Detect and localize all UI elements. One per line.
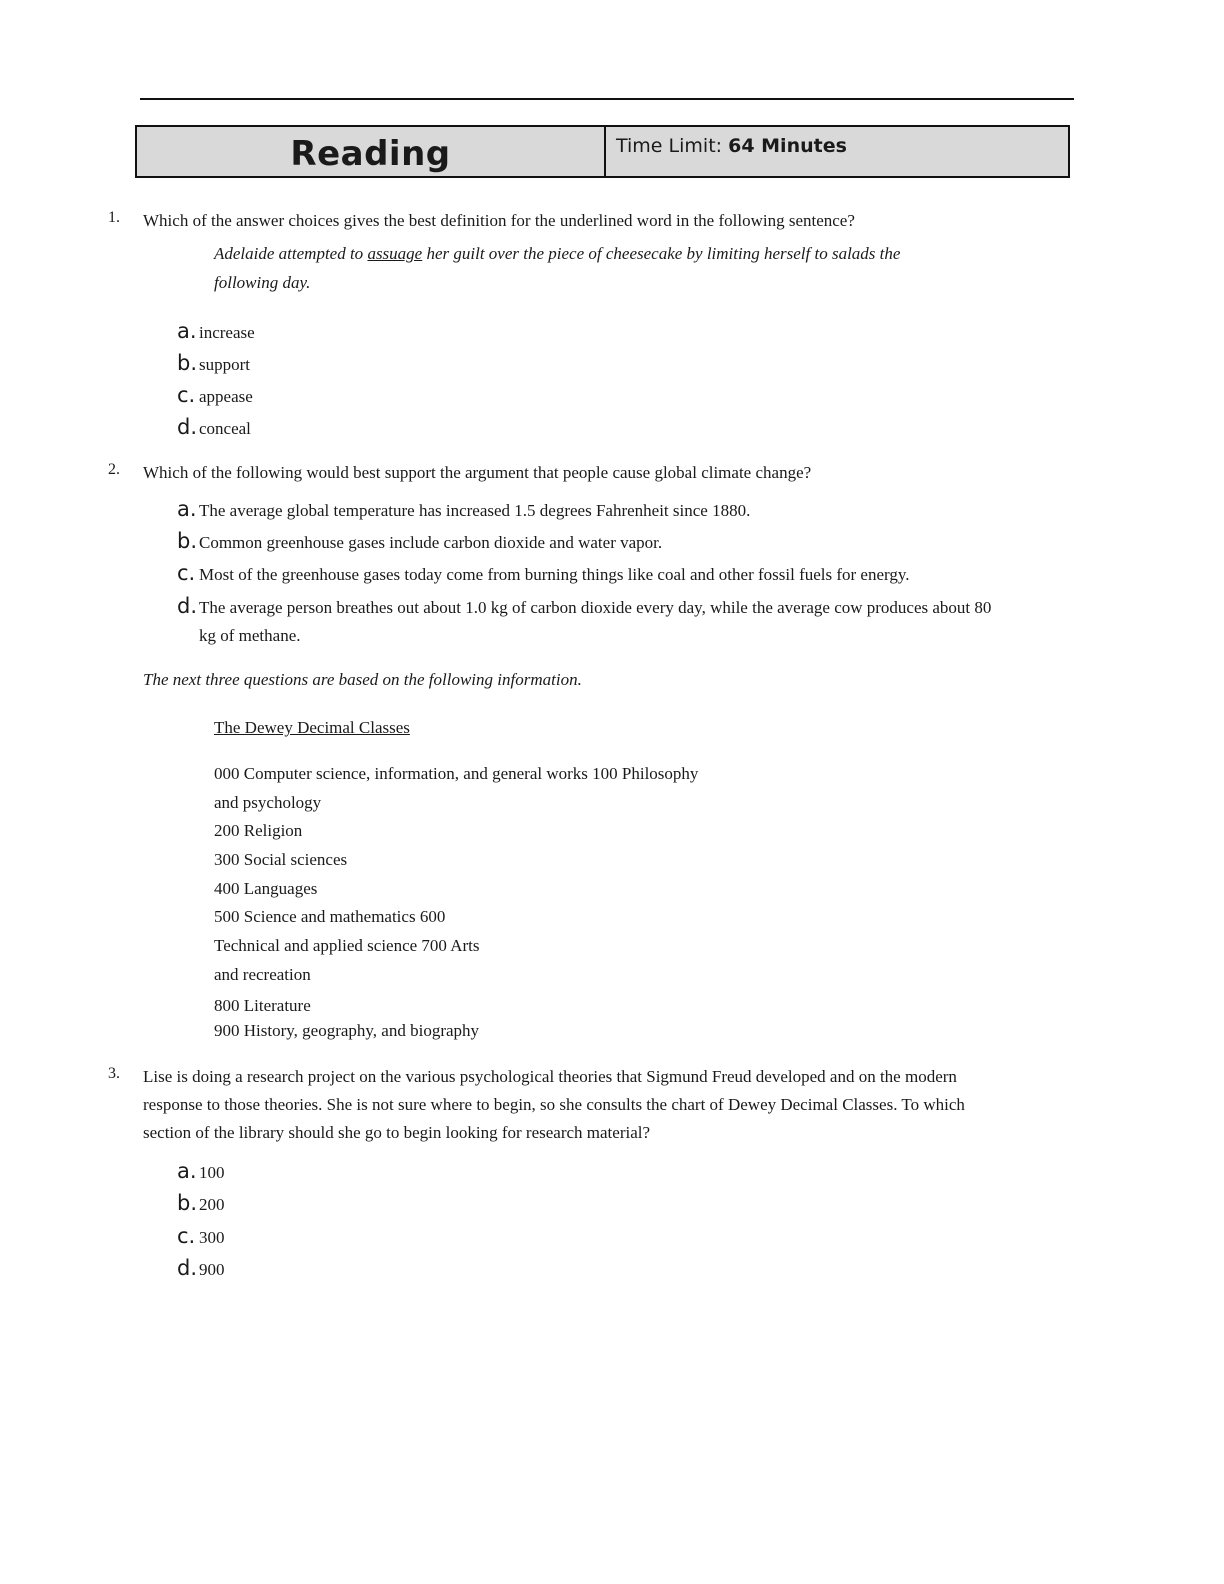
choice-letter: a. — [177, 319, 197, 343]
choice-letter: d. — [177, 1256, 198, 1280]
question-text: Which of the answer choices gives the best definition for the underlined word in the following sentence? — [143, 211, 855, 230]
answer-choice[interactable] — [177, 1222, 225, 1252]
dewey-line: Technical and applied science 700 Arts — [214, 936, 480, 955]
choice-text-continued: kg of methane. — [199, 626, 301, 645]
section-title-cell — [137, 127, 606, 176]
dewey-line: 300 Social sciences — [214, 850, 348, 869]
time-limit-cell — [606, 127, 1068, 176]
answer-choice[interactable] — [177, 1157, 225, 1187]
answer-choice[interactable] — [177, 592, 1057, 650]
dewey-line: 400 Languages — [214, 879, 318, 898]
choice-letter: b. — [177, 351, 198, 375]
dewey-title: The Dewey Decimal Classes — [214, 718, 410, 737]
choice-letter: c. — [177, 561, 196, 585]
choice-text: The average global temperature has increased 1.5 degrees Fahrenheit since 1880. — [199, 501, 751, 520]
dewey-line: 200 Religion — [214, 821, 303, 840]
answer-choice[interactable] — [177, 559, 910, 589]
dewey-line: 800 Literature — [214, 996, 311, 1015]
question-number: 1. — [108, 209, 120, 226]
quoted-sentence-line2: following day. — [214, 273, 311, 292]
answer-choice[interactable] — [177, 1254, 225, 1284]
sentence-part: her guilt over the piece of cheesecake by limiting herself to salads the — [422, 244, 901, 263]
answer-choice[interactable] — [177, 1189, 225, 1219]
question-text-line: response to those theories. She is not sure where to begin, so she consults the chart of Dewey Decimal Classes. To which — [143, 1095, 965, 1114]
answer-choice[interactable] — [177, 527, 662, 557]
choice-text: increase — [199, 323, 255, 342]
quoted-sentence — [214, 240, 954, 268]
choice-letter: b. — [177, 529, 198, 553]
choice-text: conceal — [199, 419, 251, 438]
answer-choice[interactable] — [177, 413, 251, 443]
choice-letter: d. — [177, 415, 198, 439]
choice-letter: a. — [177, 1159, 197, 1183]
question-text: Which of the following would best support the argument that people cause global climate change? — [143, 463, 812, 482]
question-number: 2. — [108, 461, 120, 478]
choice-letter: a. — [177, 497, 197, 521]
question-number: 3. — [108, 1065, 120, 1082]
dewey-line: and psychology — [214, 793, 322, 812]
top-rule — [140, 98, 1074, 100]
choice-letter: b. — [177, 1191, 198, 1215]
choice-text: support — [199, 355, 250, 374]
answer-choice[interactable] — [177, 381, 253, 411]
choice-text: 300 — [199, 1228, 225, 1247]
choice-letter: c. — [177, 383, 196, 407]
choice-text: 200 — [199, 1195, 225, 1214]
answer-choice[interactable] — [177, 495, 750, 525]
choice-text: appease — [199, 387, 253, 406]
dewey-line: and recreation — [214, 965, 311, 984]
choice-text: 900 — [199, 1260, 225, 1279]
choice-text: Common greenhouse gases include carbon dioxide and water vapor. — [199, 533, 663, 552]
underlined-word: assuage — [367, 244, 423, 263]
choice-letter: d. — [177, 594, 198, 618]
choice-text: The average person breathes out about 1.0 kg of carbon dioxide every day, while the average cow produces about 80 — [199, 598, 992, 617]
passage-intro: The next three questions are based on the following information. — [143, 670, 582, 689]
sentence-part: Adelaide attempted to — [214, 244, 368, 263]
time-limit-value: 64 Minutes — [728, 135, 847, 157]
dewey-line: 000 Computer science, information, and general works 100 Philosophy — [214, 764, 699, 783]
choice-text: 100 — [199, 1163, 225, 1182]
choice-text: Most of the greenhouse gases today come from burning things like coal and other fossil fuels for energy. — [199, 565, 910, 584]
question-text-line: Lise is doing a research project on the various psychological theories that Sigmund Freud developed and on the modern — [143, 1067, 957, 1086]
section-title: Reading — [290, 133, 451, 174]
time-limit-label: Time Limit: — [616, 135, 729, 157]
answer-choice[interactable] — [177, 349, 250, 379]
answer-choice[interactable] — [177, 317, 255, 347]
dewey-line: 900 History, geography, and biography — [214, 1021, 480, 1040]
dewey-line: 500 Science and mathematics 600 — [214, 907, 446, 926]
section-header — [135, 125, 1070, 178]
question-text-line: section of the library should she go to begin looking for research material? — [143, 1123, 651, 1142]
choice-letter: c. — [177, 1224, 196, 1248]
